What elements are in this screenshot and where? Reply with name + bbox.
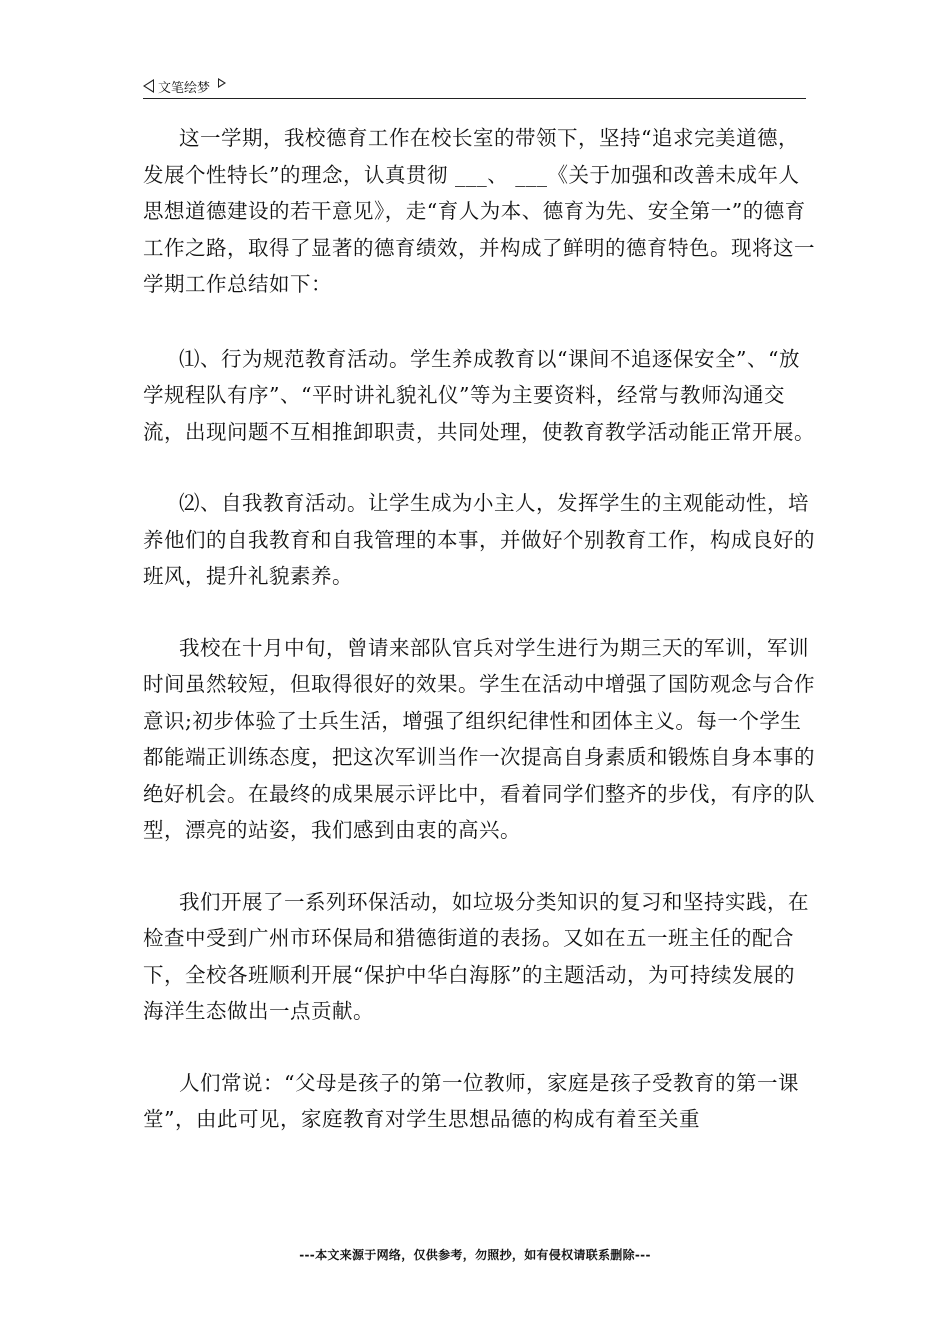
footer-disclaimer: ---本文来源于网络，仅供参考，勿照抄，如有侵权请联系删除---	[299, 1248, 651, 1262]
triangle-right-icon	[218, 78, 226, 88]
document-body	[143, 120, 815, 1173]
paragraph-military-training: 我校在十月中旬，曾请来部队官兵对学生进行为期三天的军训，军训时间虽然较短，但取得很好的效果。学生在活动中增强了国防观念与合作意识;初步体验了士兵生活，增强了组织纪律性和团体主义。每一个学生都能端正训练态度，把这次军训当作一次提高自身素质和锻炼自身本事的绝好机会。在最终的成果展示评比中，看着同学们整齐的步伐，有序的队型，漂亮的站姿，我们感到由衷的高兴。	[143, 635, 815, 842]
paragraph-family-education: 人们常说：“父母是孩子的第一位教师，家庭是孩子受教育的第一课堂”，由此可见，家庭教育对学生思想品德的构成有着至关重	[143, 1070, 799, 1131]
page-header	[143, 74, 806, 99]
header-brand: 文笔绘梦	[158, 80, 211, 96]
triangle-left-icon	[143, 79, 154, 93]
paragraph-behavior-education: ⑴、行为规范教育活动。学生养成教育以“课间不追逐保安全”、“放学规程队有序”、“平时讲礼貌礼仪”等为主要资料，经常与教师沟通交流，出现问题不互相推卸职责，共同处理，使教育教学活动能正常开展。	[143, 346, 815, 444]
paragraph-intro: 这一学期，我校德育工作在校长室的带领下，坚持“追求完美道德，发展个性特长”的理念，认真贯彻 ___、 ___《关于加强和改善未成年人思想道德建设的若干意见》，走“育人为本、德育为先、安全第一”的德育工作之路，取得了显著的德育绩效，并构成了鲜明的德育特色。现将这一学期工作总结如下：	[143, 126, 815, 296]
paragraph-environmental-activities: 我们开展了一系列环保活动，如垃圾分类知识的复习和坚持实践，在检查中受到广州市环保局和猎德街道的表扬。又如在五一班主任的配合下，全校各班顺利开展“保护中华白海豚”的主题活动，为可持续发展的海洋生态做出一点贡献。	[143, 889, 809, 1023]
paragraph-self-education: ⑵、自我教育活动。让学生成为小主人，发挥学生的主观能动性，培养他们的自我教育和自我管理的本事，并做好个别教育工作，构成良好的班风，提升礼貌素养。	[143, 491, 815, 588]
